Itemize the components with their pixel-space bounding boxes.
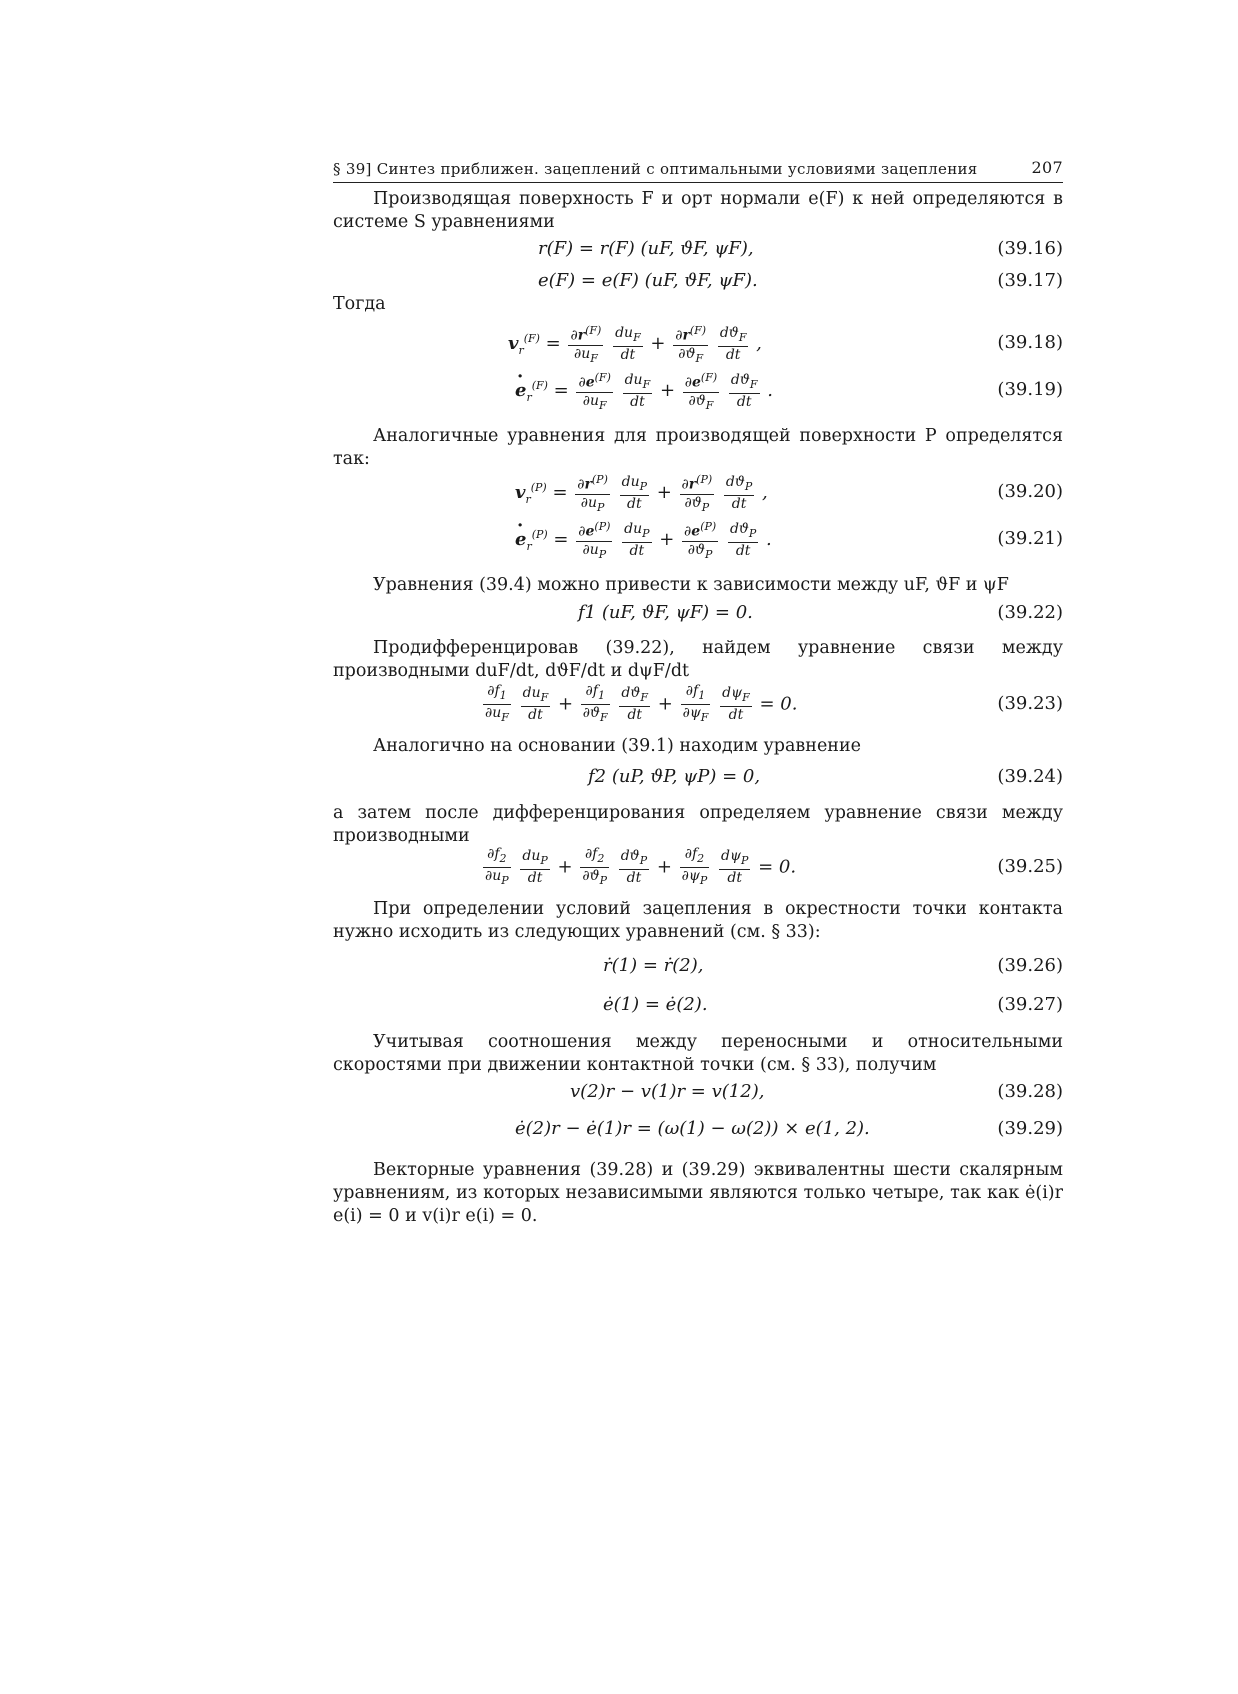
paragraph-3: Аналогичные уравнения для производящей поверхности P определятся так: — [333, 426, 1063, 469]
equation-formula: ė(2)r − ė(1)r = (ω(1) − ω(2)) × e(1, 2). — [515, 1118, 870, 1139]
equation-formula: v(2)r − v(1)r = v(12), — [570, 1081, 765, 1102]
equation-39-26 — [333, 955, 1063, 999]
equation-number: (39.24) — [997, 766, 1063, 787]
paragraph-2: Тогда — [333, 294, 386, 314]
paragraph-1: Производящая поверхность F и орт нормали e(F) к ней определяются в системе S уравнениями — [333, 189, 1063, 232]
equation-number: (39.25) — [997, 856, 1063, 877]
paragraph-7: а затем после дифференцирования определяем уравнение связи между производными — [333, 803, 1063, 846]
equation-39-21 — [333, 518, 1063, 562]
equation-formula: $v_r^{(P)}$ = $\frac{\partial r^{(P)}}{\partial u_P}$ $\frac{du_P}{dt}$ + $\frac{\partial r^{(P)}}{\partial ϑ_P}$ $\frac{dϑ_P}{dt}$ , — [515, 473, 768, 514]
running-head-title: § 39] Синтез приближен. зацеплений с оптимальными условиями зацепления — [333, 160, 978, 178]
equation-number: (39.28) — [997, 1081, 1063, 1102]
equation-formula: f1 (uF, ϑF, ψF) = 0. — [578, 602, 753, 623]
paragraph-4: Уравнения (39.4) можно привести к зависимости между uF, ϑF и ψF — [373, 575, 1009, 595]
equation-number: (39.18) — [997, 332, 1063, 353]
paragraph-9: Учитывая соотношения между переносными и относительными скоростями при движении контактной точки (см. § 33), получим — [333, 1032, 1063, 1075]
equation-39-19 — [333, 369, 1063, 413]
equation-number: (39.19) — [997, 379, 1063, 400]
equation-39-29 — [333, 1118, 1063, 1162]
equation-number: (39.20) — [997, 481, 1063, 502]
equation-formula: ṙ(1) = ṙ(2), — [603, 955, 704, 976]
paragraph-8: При определении условий зацепления в окрестности точки контакта нужно исходить из следующих уравнений (см. § 33): — [333, 899, 1063, 942]
equation-number: (39.21) — [997, 528, 1063, 549]
equation-number: (39.22) — [997, 602, 1063, 623]
equation-number: (39.16) — [997, 238, 1063, 259]
equation-formula: $v_r^{(F)}$ = $\frac{\partial r^{(F)}}{\partial u_F}$ $\frac{du_F}{dt}$ + $\frac{\partial r^{(F)}}{\partial ϑ_F}$ $\frac{dϑ_F}{dt}$ , — [508, 324, 762, 365]
equation-formula: ė(1) = ė(2). — [603, 994, 708, 1015]
equation-number: (39.23) — [997, 693, 1063, 714]
equation-formula: · $e_r^{(P)}$ = $\frac{\partial e^{(P)}}{\partial u_P}$ $\frac{du_P}{dt}$ + $\frac{\partial e^{(P)}}{\partial ϑ_P}$ $\frac{dϑ_P}{dt}$ . — [515, 518, 772, 562]
equation-39-23 — [333, 683, 1063, 727]
page-number: 207 — [1031, 158, 1063, 177]
equation-number: (39.29) — [997, 1118, 1063, 1139]
equation-formula: r(F) = r(F) (uF, ϑF, ψF), — [538, 238, 754, 259]
paragraph-5: Продифференцировав (39.22), найдем уравнение связи между производными duF/dt, dϑF/dt и dψF/dt — [333, 638, 1063, 681]
equation-number: (39.17) — [997, 270, 1063, 291]
equation-formula: e(F) = e(F) (uF, ϑF, ψF). — [538, 270, 758, 291]
equation-39-20 — [333, 471, 1063, 515]
equation-formula: $\frac{\partial f_1}{\partial u_F}$ $\frac{du_F}{dt}$ + $\frac{\partial f_1}{\partial ϑ_F}$ $\frac{dϑ_F}{dt}$ + $\frac{\partial f_1}{\partial\psi_F}$ $\frac{d\psi_F}{dt}$ = 0. — [485, 683, 798, 724]
paragraph-10: Векторные уравнения (39.28) и (39.29) эквивалентны шести скалярным уравнениям, из которых независимыми являются только четыре, так как ė(i)r e(i) = 0 и v(i)r e(i) = 0. — [333, 1160, 1063, 1226]
equation-number: (39.26) — [997, 955, 1063, 976]
equation-39-25 — [333, 846, 1063, 890]
equation-formula: f2 (uP, ϑP, ψP) = 0, — [588, 766, 761, 787]
paragraph-6: Аналогично на основании (39.1) находим уравнение — [373, 736, 861, 756]
running-head — [333, 158, 1063, 183]
equation-formula: $\frac{\partial f_2}{\partial u_P}$ $\frac{du_P}{dt}$ + $\frac{\partial f_2}{\partial ϑ_P}$ $\frac{dϑ_P}{dt}$ + $\frac{\partial f_2}{\partial\psi_P}$ $\frac{d\psi_P}{dt}$ = 0. — [485, 846, 797, 887]
equation-formula: · $e_r^{(F)}$ = $\frac{\partial e^{(F)}}{\partial u_F}$ $\frac{du_F}{dt}$ + $\frac{\partial e^{(F)}}{\partial ϑ_F}$ $\frac{dϑ_F}{dt}$ . — [515, 369, 773, 413]
equation-number: (39.27) — [997, 994, 1063, 1015]
equation-39-18 — [333, 322, 1063, 366]
